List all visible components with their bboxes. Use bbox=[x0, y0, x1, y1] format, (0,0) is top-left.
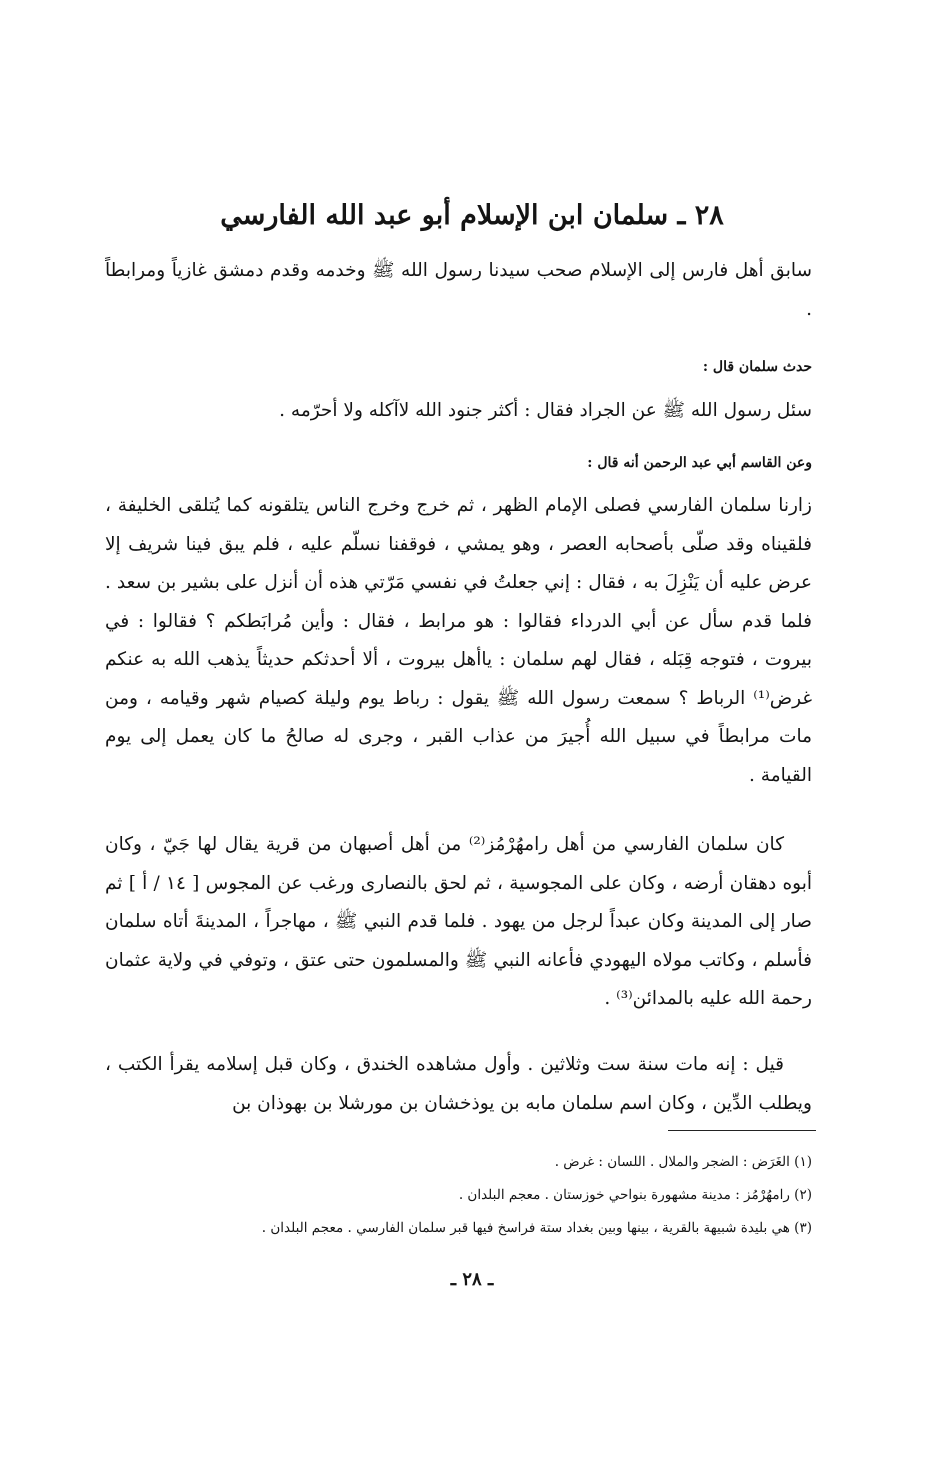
intro-paragraph: سابق أهل فارس إلى الإسلام صحب سيدنا رسول الله ﷺ وخدمه وقدم دمشق غازياً ومرابطاً . bbox=[105, 260, 812, 320]
biography-paragraph: كان سلمان الفارسي من أهل رامهُرْمُز⁽²⁾ من أهل أصبهان من قرية يقال لها جَيّ ، وكان أبوه دهقان أرضه ، وكان على المجوسية ، ثم لحق بالنصارى ورغب عن المجوس [ ١٤ / أ ] ثم صار إلى المدينة وكان عبداً لرجل من يهود . فلما قدم النبي ﷺ ، مهاجراً ، المدينةَ أتاه سلمان فأسلم ، وكاتب مولاه اليهودي فأعانه النبي ﷺ والمسلمون حتى عتق ، وتوفي في ولاية عثمان رحمة الله عليه بالمدائن⁽³⁾ . bbox=[105, 834, 812, 1009]
story-paragraph: زارنا سلمان الفارسي فصلى الإمام الظهر ، ثم خرج وخرج الناس يتلقونه كما يُتلقى الخليفة ، فلقيناه وقد صلّى بأصحابه العصر ، وهو يمشي ، فوقفنا نسلّم عليه ، فلم يبق فينا شريف إلا عرض عليه أن يَنْزِلَ به ، فقال : إني جعلتُ في نفسي مَرّتي هذه أن أنزل على بشير بن سعد . فلما قدم سأل عن أبي الدرداء فقالوا : هو مرابط ، فقال : وأين مُرابَطكم ؟ فقالوا : في بيروت ، فتوجه قِبَله ، فقال لهم سلمان : ياأهل بيروت ، ألا أحدثكم حديثاً يذهب الله به عنكم غرض⁽¹⁾ الرباط ؟ سمعت رسول الله ﷺ يقول : رباط يوم وليلة كصيام شهر وقيامه ، ومن مات مرابطاً في سبيل الله أُجيرَ من عذاب القبر ، وجرى له صالحُ ما كان يعمل إلى يوم القيامة . bbox=[105, 495, 812, 786]
death-paragraph: قيل : إنه مات سنة ست وثلاثين . وأول مشاهده الخندق ، وكان قبل إسلامه يقرأ الكتب ، ويطلب الدِّين ، وكان اسم سلمان مابه بن يوذخشان بن مورشلا بن بهوذان بن bbox=[105, 1054, 812, 1114]
narrator-heading: وعن القاسم أبي عبد الرحمن أنه قال : bbox=[587, 455, 812, 471]
chapter-title: ٢٨ ـ سلمان ابن الإسلام أبو عبد الله الفارسي bbox=[220, 200, 724, 231]
footnote: (١) الغَرَض : الضجر والملال . اللسان : غرض . bbox=[554, 1154, 812, 1170]
footnotes-list bbox=[105, 1146, 812, 1245]
narrator-heading: حدث سلمان قال : bbox=[702, 359, 812, 375]
page-number: ـ ٢٨ ـ bbox=[450, 1269, 494, 1290]
footnote: (٢) رامهُرْمُز : مدينة مشهورة بنواحي خوزستان . معجم البلدان . bbox=[458, 1187, 812, 1203]
footnote: (٣) هي بليدة شبيهة بالقرية ، بينها وبين بغداد ستة فراسخ فيها قبر سلمان الفارسي . معجم البلدان . bbox=[261, 1220, 812, 1236]
hadith-paragraph: سئل رسول الله ﷺ عن الجراد فقال : أكثر جنود الله لاآكله ولا أحرّمه . bbox=[279, 400, 812, 421]
footnote-separator bbox=[668, 1130, 816, 1131]
